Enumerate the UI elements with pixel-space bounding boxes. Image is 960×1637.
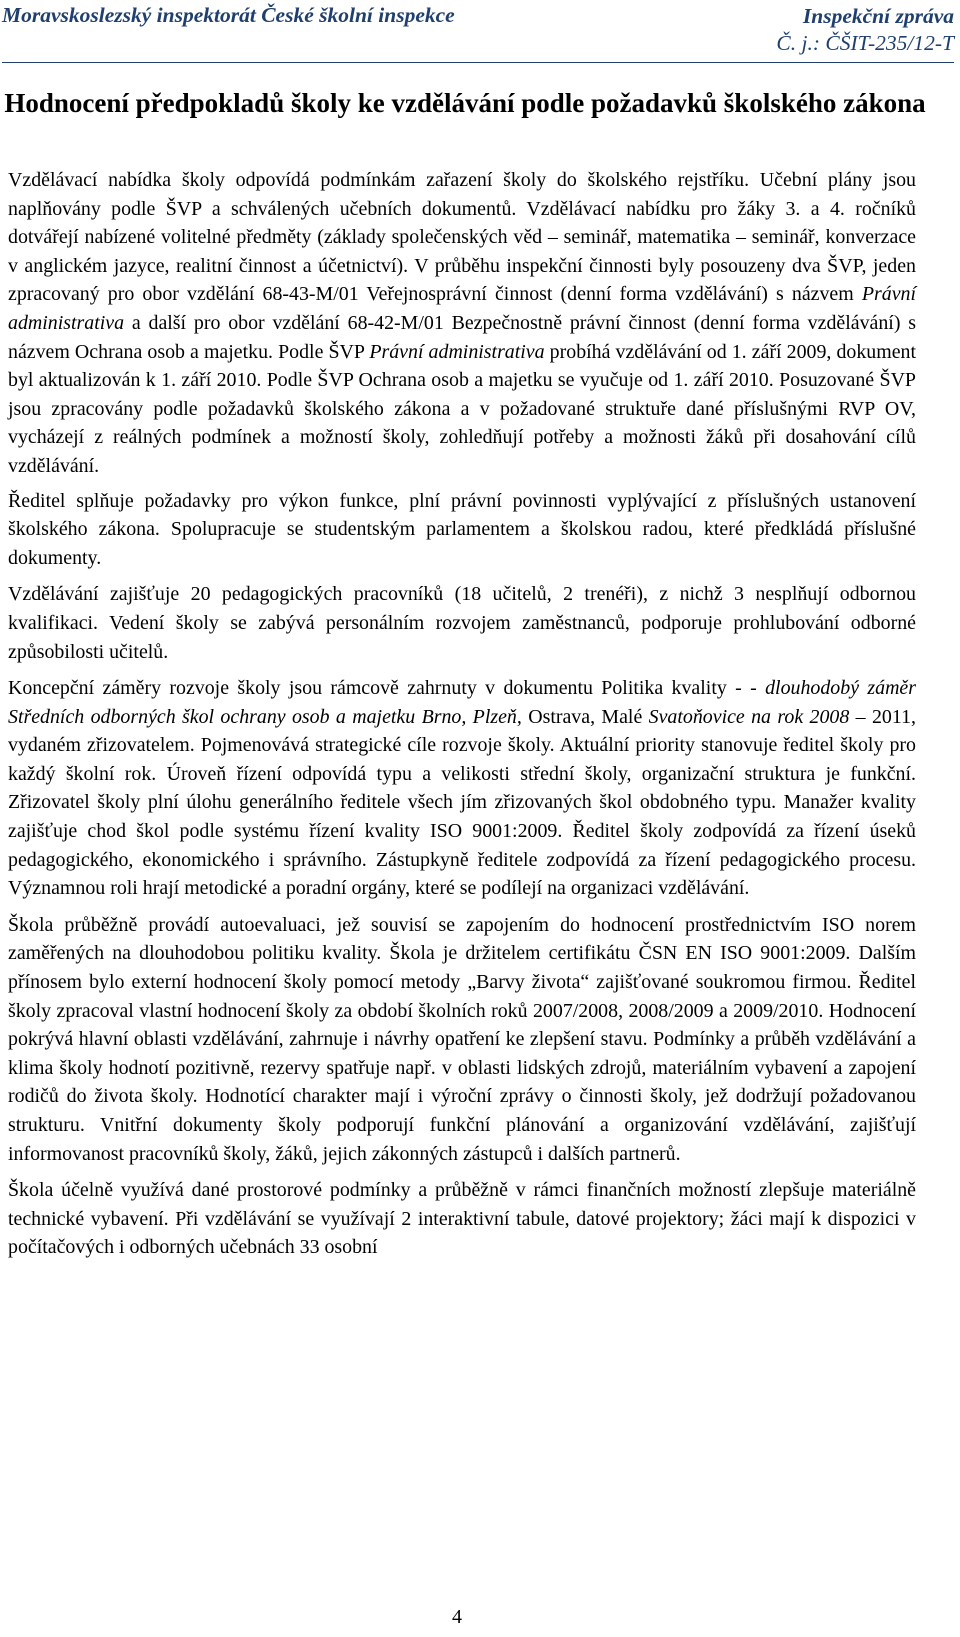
page-number: 4: [452, 1606, 462, 1628]
paragraph-staff: Vzdělávání zajišťuje 20 pedagogických pracovníků (18 učitelů, 2 trenéři), z nichž 3 nesplňují odbornou kvalifikaci. Vedení školy se zabývá personálním rozvojem zaměstnanců, podporuje prohlubování odborné způsobilosti učitelů.: [8, 583, 916, 663]
header-doc-type: Inspekční zpráva: [802, 4, 954, 28]
paragraph-concept-text-a: Koncepční záměry rozvoje školy jsou rámcově zahrnuty v dokumentu Politika kvality -: [8, 677, 751, 700]
paragraph-concept: [8, 674, 916, 903]
document-body: [8, 166, 916, 1270]
paragraph-facilities: Škola účelně využívá dané prostorové podmínky a průběžně v rámci finančních možností zlepšuje materiálně technické vybavení. Při vzdělávání se využívají 2 interaktivní tabule, datové projektory; žáci mají k dispozici v počítačových i odborných učebnách 33 osobní: [8, 1179, 916, 1259]
paragraph-curriculum-italic-1: Právní administrativa: [8, 283, 916, 334]
paragraph-concept-text-e: – 2011, vydaném zřizovatelem. Pojmenovává strategické cíle rozvoje školy. Aktuální priority stanovuje ředitel školy pro každý školní rok. Úroveň řízení odpovídá typu a velikosti střední školy, organizační struktura je funkční. Zřizovatel školy plní úlohu generálního ředitele všech jím zřizovaných škol obdobného typu. Manažer kvality zajišťuje chod škol podle systému řízení kvality ISO 9001:2009. Ředitel školy zodpovídá za řízení úseků pedagogického, ekonomického i správního. Zástupkyně ředitele zodpovídá za řízení pedagogického procesu. Významnou roli hrají metodické a poradní orgány, které se podílejí na organizaci vzdělávání.: [8, 705, 916, 900]
paragraph-curriculum-text-e: probíhá vzdělávání od 1. září 2009, dokument byl aktualizován k 1. září 2010. Podle ŠVP Ochrana osob a majetku se vyučuje od 1. září 2010. Posuzované ŠVP jsou zpracovány podle požadavků školského zákona a v požadované struktuře dané příslušnými RVP OV, vycházejí z reálných podmínek a možností školy, zohledňují potřeby a možnosti žáků při dosahování cílů vzdělávání.: [8, 340, 917, 477]
paragraph-curriculum-italic-2: Právní administrativa: [369, 340, 545, 363]
header-right-block: [776, 3, 954, 57]
header-ref-number: Č. j.: ČŠIT-235/12-T: [776, 31, 954, 55]
page-header: [0, 0, 960, 66]
paragraph-self-evaluation: Škola průběžně provádí autoevaluaci, jež souvisí se zapojením do hodnocení prostřednictvím ISO norem zaměřených na dlouhodobou politiku kvality. Škola je držitelem certifikátu ČSN EN ISO 9001:2009. Dalším přínosem bylo externí hodnocení školy pomocí metody „Barvy života“ zajišťované soukromou firmou. Ředitel školy zpracoval vlastní hodnocení školy za období školních roků 2007/2008, 2008/2009 a 2009/2010. Hodnocení pokrývá hlavní oblasti vzdělávání, zahrnuje i návrhy opatření ke zlepšení stavu. Podmínky a průběh vzdělávání a klima školy hodnotí pozitivně, rezervy spatřuje např. v oblasti lidských zdrojů, materiálním vybavení a zapojení rodičů do života školy. Hodnotící charakter mají i výroční zprávy o činnosti školy, jež dodržují požadovanou strukturu. Vnitřní dokumenty školy podporují funkční plánování a organizování vzdělávání, zajišťují informovanost pracovníků školy, žáků, jejich zákonných zástupců i dalších partnerů.: [8, 913, 916, 1165]
paragraph-curriculum-text-a: Vzdělávací nabídka školy odpovídá podmínkám zařazení školy do školského rejstříku. Učební plány jsou naplňovány podle ŠVP a schválených učebních dokumentů. Vzdělávací nabídku pro žáky 3. a 4. ročníků dotvářejí nabízené volitelné předměty (základy společenských věd – seminář, matematika – seminář, konverzace v anglickém jazyce, realitní činnost a účetnictví). V průběhu inspekční činnosti byly posouzeny dva ŠVP, jeden zpracovaný pro obor vzdělání 68-43-M/01 Veřejnosprávní činnost (denní forma vzdělávání) s názvem: [8, 169, 916, 306]
paragraph-concept-italic-1: - dlouhodobý záměr Středních odborných škol ochrany osob a majetku Brno, Plzeň,: [8, 677, 916, 728]
paragraph-curriculum: [8, 166, 916, 481]
paragraph-concept-text-c: Ostrava, Malé: [521, 705, 649, 728]
paragraph-director: Ředitel splňuje požadavky pro výkon funkce, plní právní povinnosti vyplývající z příslušných ustanovení školského zákona. Spolupracuje se studentským parlamentem a školskou radou, které předkládá příslušné dokumenty.: [8, 489, 916, 569]
section-title: Hodnocení předpokladů školy ke vzdělávání podle požadavků školského zákona: [4, 88, 926, 118]
header-organization: Moravskoslezský inspektorát České školní inspekce: [2, 3, 455, 27]
paragraph-concept-italic-2: Svatoňovice na rok 2008: [648, 705, 850, 728]
paragraph-curriculum-text-c: a další pro obor vzdělání 68-42-M/01 Bezpečnostně právní činnost (denní forma vzdělávání) s názvem Ochrana osob a majetku. Podle ŠVP: [8, 311, 916, 363]
header-divider: [2, 62, 954, 63]
